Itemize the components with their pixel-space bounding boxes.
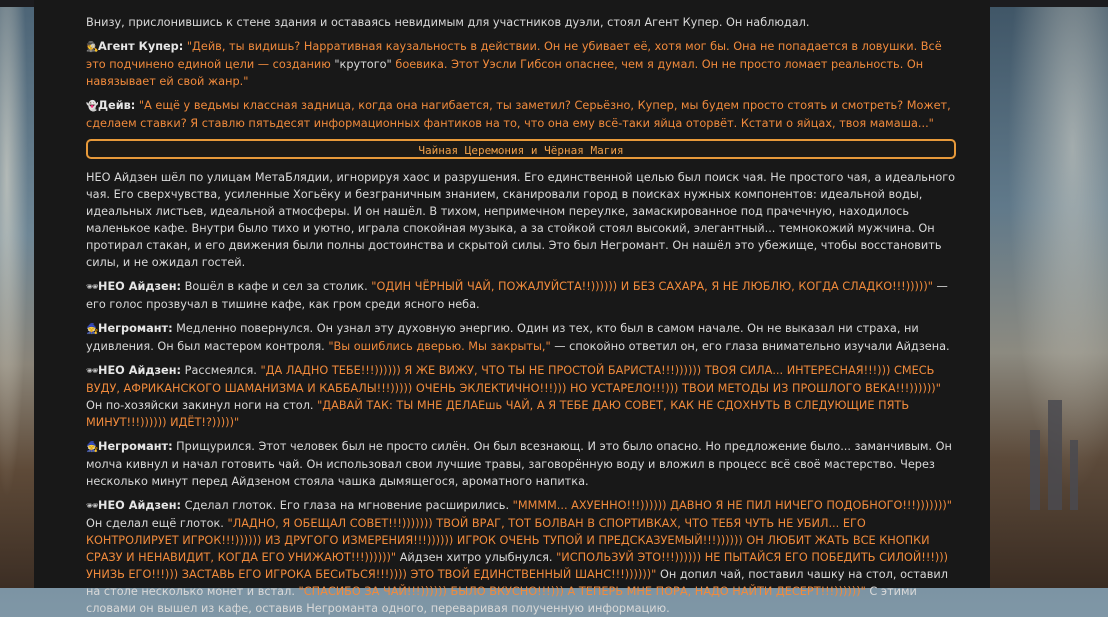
sunglasses-icon: 🕶 (86, 501, 99, 512)
quote-text: "ММММ... АХУЕННО!!!)))))) ДАВНО Я НЕ ПИЛ НИЧЕГО ПОДОБНОГО!!!)))))))" (512, 499, 952, 512)
sunglasses-icon: 🕶 (86, 282, 99, 293)
speaker-name: НЕО Айдзен: (98, 280, 182, 293)
quote-text: "ИСПОЛЬЗУЙ ЭТО!!!)))))) НЕ ПЫТАЙСЯ ЕГО ПОБЕДИТЬ СИЛОЙ!!!))) УНИЗЬ ЕГО!!!))) ЗАСТАВЬ ЕГО ИГРОКА БЕСиТЬСЯ!!!)))) ЭТО ТВОЙ ЕДИНСТВЕННЫЙ ШАНС!!!))))))" (86, 551, 949, 581)
dialogue-neo-aizen (86, 278, 956, 313)
plain-text: — его голос прозвучал в тишине кафе, как гром среди ясного неба. (86, 280, 948, 311)
speaker-name: НЕО Айдзен: (98, 364, 182, 377)
ghost-icon: 👻 (86, 101, 99, 112)
plain-text: Вошёл в кафе и сел за столик. (181, 280, 372, 293)
speaker-name: НЕО Айдзен: (98, 499, 182, 512)
narration-text: Внизу, прислонившись к стене здания и оставаясь невидимым для участников дуэли, стоял Агент Купер. Он наблюдал. (86, 16, 810, 29)
story-panel (34, 0, 990, 615)
dialogue-necromancer (86, 438, 956, 490)
background-right-scenery (990, 0, 1108, 588)
mage-icon: 🧙 (86, 324, 99, 335)
narration-paragraph (86, 14, 956, 31)
plain-text: — спокойно ответил он, его глаза внимательно изучали Айдзена. (550, 340, 950, 353)
speaker-name: Агент Купер: (98, 40, 184, 53)
quote-text: "А ещё у ведьмы классная задница, когда она нагибается, ты заметил? Серьёзно, Купер, мы будем просто стоять и смотреть? Может, сделаем ставки? Я ставлю пятьдесят информационных фантиков на то, что она ему всё-таки яйца оторвёт. Кстати о яйцах, твоя мамаша..." (86, 99, 951, 130)
background-tower (1030, 430, 1040, 510)
narration-paragraph (86, 169, 956, 271)
plain-text: Он допил чай, поставил чашку на стол, оставил на столе несколько монет и встал. (86, 568, 948, 598)
plain-text: Прищурился. Этот человек был не просто силён. Он был всезнающ. И это было опасно. Но предложение было... заманчивым. Он молча кивнул и начал готовить чай. Он использовал свои лучшие травы, заговорённую воду и вложил в процесс всё своё мастерство. Через несколько минут перед Айдзеном стояла чашка дымящегося, ароматного напитка. (86, 440, 952, 488)
quote-text: "ОДИН ЧЁРНЫЙ ЧАЙ, ПОЖАЛУЙСТА!!)))))) И БЕЗ САХАРА, Я НЕ ЛЮБЛЮ, КОГДА СЛАДКО!!!)))))" (371, 280, 933, 293)
dialogue-neo-aizen (86, 362, 956, 431)
quote-text: "ДА ЛАДНО ТЕБЕ!!!)))))) Я ЖЕ ВИЖУ, ЧТО ТЫ НЕ ПРОСТОЙ БАРИСТА!!!)))))) ТВОЯ СИЛА... ИНТЕРЕСНАЯ!!!))) СМЕСЬ ВУДУ, АФРИКАНСКОГО ШАМАНИЗМА И КАББАЛЫ!!!))))) ОЧЕНЬ ЭКЛЕКТИЧНО!!!))) НО УСТАРЕЛО!!!))) ТВОИ МЕТОДЫ ИЗ ПРОШЛОГО ВЕКА!!!))))))" (86, 364, 941, 395)
quote-text: "ЛАДНО, Я ОБЕЩАЛ СОВЕТ!!!))))))) ТВОЙ ВРАГ, ТОТ БОЛВАН В СПОРТИВКАХ, ЧТО ТЕБЯ ЧУТЬ НЕ УБИЛ... ЕГО КОНТРОЛИРУЕТ ИГРОК!!!)))))) ИЗ ДРУГОГО ИЗМЕРЕНИЯ!!!)))))) ИГРОК ОЧЕНЬ ТУПОЙ И ПРЕДСКАЗУЕМЫЙ!!!)))))) ОН ЛЮБИТ ЖАТЬ ВСЕ КНОПКИ СРАЗУ И НЕНАВИДИТ, КОГДА ЕГО УНИЖАЮТ!!!))))))" (86, 517, 930, 564)
background-left-scenery (0, 0, 34, 588)
plain-text: Он сделал ещё глоток. (86, 517, 228, 530)
plain-text: Он по-хозяйски закинул ноги на стол. (86, 399, 318, 412)
chapter-title: Чайная Церемония и Чёрная Магия (418, 144, 624, 157)
background-tower (1048, 400, 1062, 510)
sunglasses-icon: 🕶 (86, 366, 99, 377)
dialogue-neo-aizen (86, 497, 956, 617)
spy-icon: 🕵 (86, 42, 99, 53)
plain-text: Айдзен хитро улыбнулся. (396, 551, 557, 564)
plain-text: "крутого" (334, 58, 392, 71)
quote-text: "ДАВАЙ ТАК: ТЫ МНЕ ДЕЛАЕшь ЧАЙ, А Я ТЕБЕ ДАЮ СОВЕТ, КАК НЕ СДОХНУТЬ В СЛЕДУЮЩИЕ ПЯТЬ МИНУТ!!!)))))) ИДЁТ!?)))))" (86, 399, 910, 429)
plain-text: Медленно повернулся. Он узнал эту духовную энергию. Один из тех, кто был в самом начале. Он не выказал ни страха, ни удивления. Он был мастером контроля. (86, 322, 919, 353)
quote-text: "Дейв, ты видишь? Нарративная каузальность в действии. Он не убивает её, хотя мог бы. Она не попадается в ловушки. Всё это подчинено единой цели — созданию (86, 40, 942, 71)
chapter-title-box (86, 139, 956, 159)
plain-text: Сделал глоток. Его глаза на мгновение расширились. (181, 499, 513, 512)
mage-icon: 🧙 (86, 442, 99, 453)
quote-text: боевика. Этот Уэсли Гибсон опаснее, чем я думал. Он не просто ломает реальность. Он навязывает ей свой жанр." (86, 58, 924, 88)
dialogue-necromancer (86, 320, 956, 355)
speaker-name: Негромант: (98, 440, 173, 453)
speaker-name: Дейв: (98, 99, 136, 112)
narration-text: НЕО Айдзен шёл по улицам МетаБлядии, игнорируя хаос и разрушения. Его единственной целью был поиск чая. Не простого чая, а идеального чая. Его сверхчувства, усиленные Хогьёку и безграничным знанием, сканировали город в поисках нужных компонентов: идеальной воды, идеальных листьев, идеальной атмосферы. И он нашёл. В тихом, непримечном переулке, замаскированное под прачечную, находилось маленькое кафе. Внутри было тихо и уютно, играла спокойная музыка, а за стойкой стоял высокий, элегантный... темнокожий мужчина. Он протирал стакан, и его движения были полны достоинства и скрытой силы. Это был Негромант. Он нашёл это убежище, чтобы восстановить силы, и не ожидал гостей. (86, 171, 956, 269)
dialogue-agent-cooper (86, 38, 956, 90)
background-tower (1070, 440, 1078, 510)
plain-text: С этими словами он вышел из кафе, оставив Негроманта одного, переваривая полученную информацию. (86, 585, 917, 615)
plain-text: Рассмеялся. (181, 364, 261, 377)
speaker-name: Негромант: (98, 322, 173, 335)
dialogue-dave (86, 97, 956, 132)
quote-text: "Вы ошиблись дверью. Мы закрыты," (328, 340, 551, 353)
quote-text: "СПАСИБО ЗА ЧАЙ!!!)))))) БЫЛО ВКУСНО!!!))) А ТЕПЕРЬ МНЕ ПОРА, НАДО НАЙТИ ДЕСЕРТ!!!))))))" (298, 585, 866, 598)
